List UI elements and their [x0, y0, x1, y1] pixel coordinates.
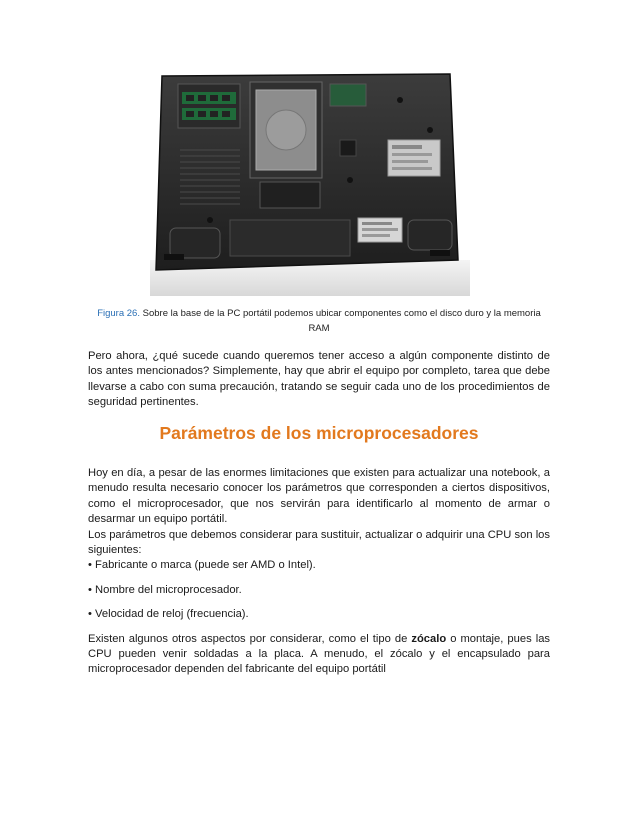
- final-paragraph-bold: zócalo: [411, 632, 447, 645]
- bullet-item: • Velocidad de reloj (frecuencia).: [88, 608, 249, 621]
- final-paragraph-before: Existen algunos otros aspectos por considerar, como el tipo de: [88, 632, 412, 645]
- section-heading: Parámetros de los microprocesadores: [159, 423, 479, 443]
- laptop-base-photo: [150, 70, 470, 296]
- figure-caption: [88, 306, 550, 336]
- bullet-item: • Fabricante o marca (puede ser AMD o Intel).: [88, 559, 316, 572]
- section-paragraph-2: Los parámetros que debemos considerar para sustituir, actualizar o adquirir una CPU son los siguientes:: [88, 528, 550, 557]
- figure-caption-label: Figura 26.: [97, 308, 140, 319]
- figure-caption-text: Sobre la base de la PC portátil podemos ubicar componentes como el disco duro y la memoria RAM: [142, 308, 541, 334]
- section-paragraph-1: Hoy en día, a pesar de las enormes limitaciones que existen para actualizar una notebook, a menudo resulta necesario conocer los parámetros que corresponden a ciertos dispositivos, como el microprocesador, que nos servirán para identificarlo al momento de armar o desarmar un equipo portátil.: [88, 467, 550, 526]
- bullet-item: • Nombre del microprocesador.: [88, 583, 242, 596]
- intro-paragraph: [88, 349, 550, 411]
- section-body: [88, 466, 550, 678]
- intro-paragraph-text: Pero ahora, ¿qué sucede cuando queremos tener acceso a algún componente distinto de los antes mencionados? Simplemente, hay que abrir el equipo por completo, tarea que debe llevarse a cabo con suma precaución, tratando se seguir cada uno de los procedimientos de seguridad pertinentes.: [88, 350, 550, 409]
- final-paragraph: [88, 632, 550, 678]
- final-paragraph-after: o montaje, pues las CPU pueden venir soldadas a la placa. A menudo, el zócalo y el encapsulado para microprocesador dependen del fabricante del equipo portátil: [88, 632, 551, 676]
